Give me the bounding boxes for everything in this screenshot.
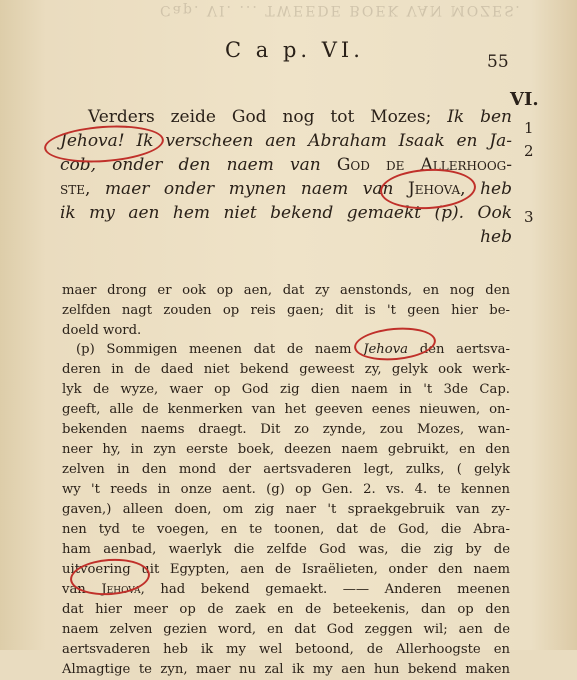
verse-number-2: 2 (524, 142, 534, 160)
note-line: (p) Sommigen meenen dat de naem Jehova den aertsva- (76, 342, 510, 357)
running-head: C a p. VI. (225, 38, 364, 62)
verse-line: heb (480, 227, 512, 247)
verse-line: ste, maer onder mynen naem van Jehova, heb (60, 179, 513, 199)
note-line: doeld word. (62, 323, 142, 338)
note-line: aertsvaderen heb ik my wel betoond, de Allerhoogste en (62, 642, 510, 657)
note-line: van Jehova, had bekend gemaekt. —— Anderen meenen (62, 582, 510, 597)
verse-line: ik my aen hem niet bekend gemaekt (p). Ook (60, 203, 513, 223)
note-line: zelven in den mond der aertsvaderen legt, zulks, ( gelyk (62, 462, 510, 477)
verse-line: Jehova! Ik verscheen aen Abraham Isaak en Ja- (60, 131, 512, 151)
note-line: lyk de wyze, waer op God zig dien naem in 't 3de Cap. (62, 382, 510, 397)
note-line: neer hy, in zyn eerste boek, deezen naem gebruikt, en den (62, 442, 510, 457)
note-line: zelfden nagt zouden op reis gaen; dit is 't geen hier be- (62, 303, 510, 318)
note-line: nen tyd te voegen, en te toonen, dat de God, die Abra- (62, 522, 510, 537)
verse-line: Verders zeide God nog tot Mozes; Ik ben (88, 107, 512, 127)
note-line: ham aenbad, waerlyk die zelfde God was, die zig by de (62, 542, 510, 557)
note-line: Almagtige te zyn, maer nu zal ik my aen hun bekend maken (62, 662, 510, 677)
note-line: gaven,) alleen doen, om zig naer 't spraekgebruik van zy- (62, 502, 510, 517)
margin-chapter: VI. (510, 89, 539, 110)
note-line: wy 't reeds in onze aent. (g) op Gen. 2. vs. 4. te kennen (62, 482, 510, 497)
note-line: naem zelven gezien word, en dat God zeggen wil; aen de (62, 622, 510, 637)
verse-line: cob, onder den naem van God de Allerhoog- (60, 155, 512, 175)
note-line: deren in de daed niet bekend geweest zy, gelyk ook werk- (62, 362, 510, 377)
verse-number-3: 3 (524, 208, 534, 226)
note-line: maer drong er ook op aen, dat zy aenstonds, en nog den (62, 283, 510, 298)
note-line: bekenden naems draegt. Dit zo zynde, zou Mozes, wan- (62, 422, 510, 437)
verse-number-1: 1 (524, 119, 534, 137)
page-number: 55 (487, 52, 509, 72)
note-line: geeft, alle de kenmerken van het geeven eenes nieuwen, on- (62, 402, 510, 417)
note-line: uitvoering uit Egypten, aen de Israëlieten, onder den naem (62, 562, 510, 577)
bleed-through-text: Cap. VI. ... TWEEDE BOEK VAN MOZES. (160, 2, 522, 18)
note-line: dat hier meer op de zaek en de beteekenis, dan op den (62, 602, 510, 617)
